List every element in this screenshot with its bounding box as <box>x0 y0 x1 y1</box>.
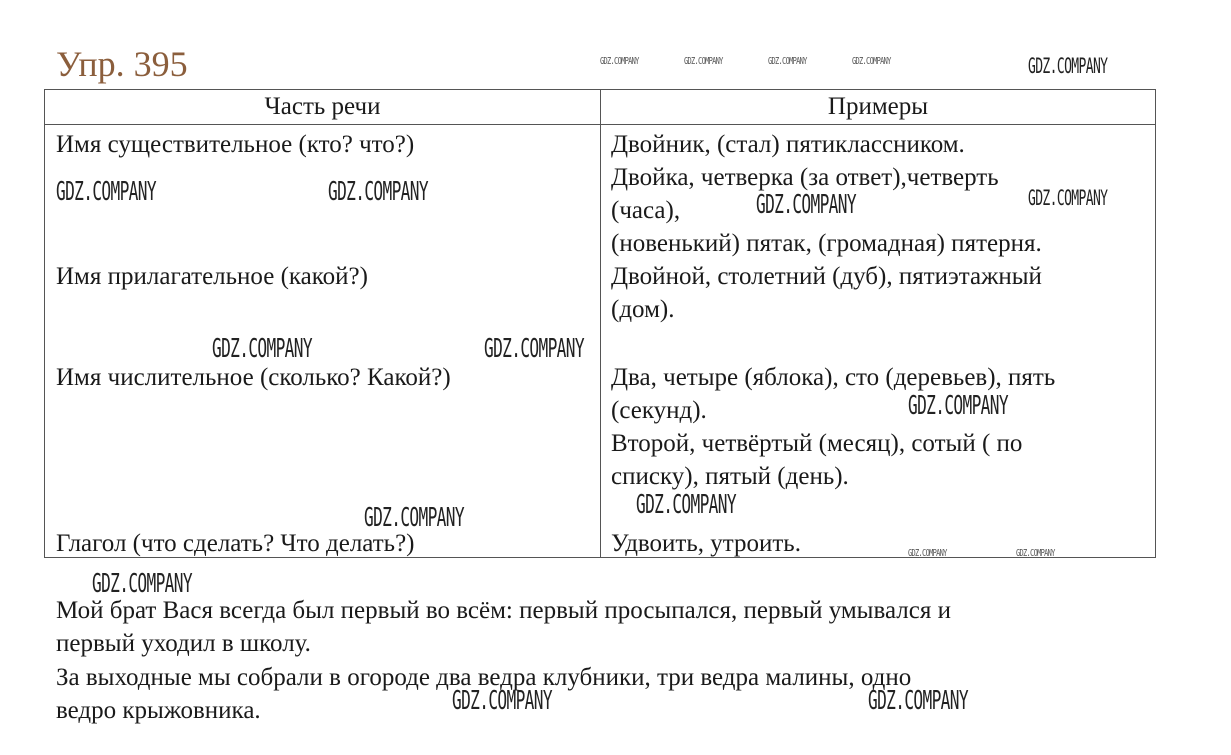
watermark: GDZ.COMPANY <box>212 334 312 364</box>
watermark: GDZ.COMPANY <box>636 490 736 520</box>
exercise-title: Упр. 395 <box>56 44 188 84</box>
row-adjective-example-2: (дом). <box>611 296 675 323</box>
paragraph-line-1: Мой брат Вася всегда был первый во всём: первый просыпался, первый умывался и <box>56 597 951 624</box>
row-numeral-part: Имя числительное (сколько? Какой?) <box>56 364 451 391</box>
watermark: GDZ.COMPANY <box>56 177 156 207</box>
row-noun-part: Имя существительное (кто? что?) <box>56 131 415 158</box>
watermark: GDZ.COMPANY <box>768 56 807 67</box>
parts-of-speech-table <box>44 89 1156 558</box>
row-numeral-example-3: Второй, четвёртый (месяц), сотый ( по <box>611 430 1023 457</box>
paragraph-line-3: За выходные мы собрали в огороде два ведра клубники, три ведра малины, одно <box>56 664 912 691</box>
row-verb-example-1: Удвоить, утроить. <box>611 530 801 557</box>
header-examples: Примеры <box>827 93 929 120</box>
row-adjective-example-1: Двойной, столетний (дуб), пятиэтажный <box>611 263 1042 290</box>
row-noun-example-4: (новенький) пятак, (громадная) пятерня. <box>611 230 1042 257</box>
header-divider <box>45 124 1155 125</box>
watermark: GDZ.COMPANY <box>684 56 723 67</box>
row-verb-part: Глагол (что сделать? Что делать?) <box>56 530 415 557</box>
header-part-of-speech: Часть речи <box>264 93 381 120</box>
watermark: GDZ.COMPANY <box>1016 548 1055 559</box>
watermark: GDZ.COMPANY <box>868 686 968 716</box>
row-adjective-part: Имя прилагательное (какой?) <box>56 263 368 290</box>
watermark: GDZ.COMPANY <box>908 548 947 559</box>
watermark: GDZ.COMPANY <box>852 56 891 67</box>
watermark: GDZ.COMPANY <box>364 503 464 533</box>
row-numeral-example-1: Два, четыре (яблока), сто (деревьев), пять <box>611 364 1056 391</box>
row-noun-example-3: (часа), <box>611 197 681 224</box>
watermark: GDZ.COMPANY <box>1028 186 1108 210</box>
watermark: GDZ.COMPANY <box>452 686 552 716</box>
row-numeral-example-2: (секунд). <box>611 397 707 424</box>
row-noun-example-2: Двойка, четверка (за ответ),четверть <box>611 164 999 191</box>
watermark: GDZ.COMPANY <box>1028 54 1108 78</box>
watermark: GDZ.COMPANY <box>600 56 639 67</box>
row-noun-example-1: Двойник, (стал) пятиклассником. <box>611 131 965 158</box>
watermark: GDZ.COMPANY <box>484 334 584 364</box>
watermark: GDZ.COMPANY <box>328 177 428 207</box>
paragraph-line-2: первый уходил в школу. <box>56 630 311 657</box>
paragraph-line-4: ведро крыжовника. <box>56 697 261 724</box>
column-divider <box>600 90 601 557</box>
watermark: GDZ.COMPANY <box>756 190 856 220</box>
watermark: GDZ.COMPANY <box>92 569 192 599</box>
watermark: GDZ.COMPANY <box>908 391 1008 421</box>
row-numeral-example-4: списку), пятый (день). <box>611 463 849 490</box>
